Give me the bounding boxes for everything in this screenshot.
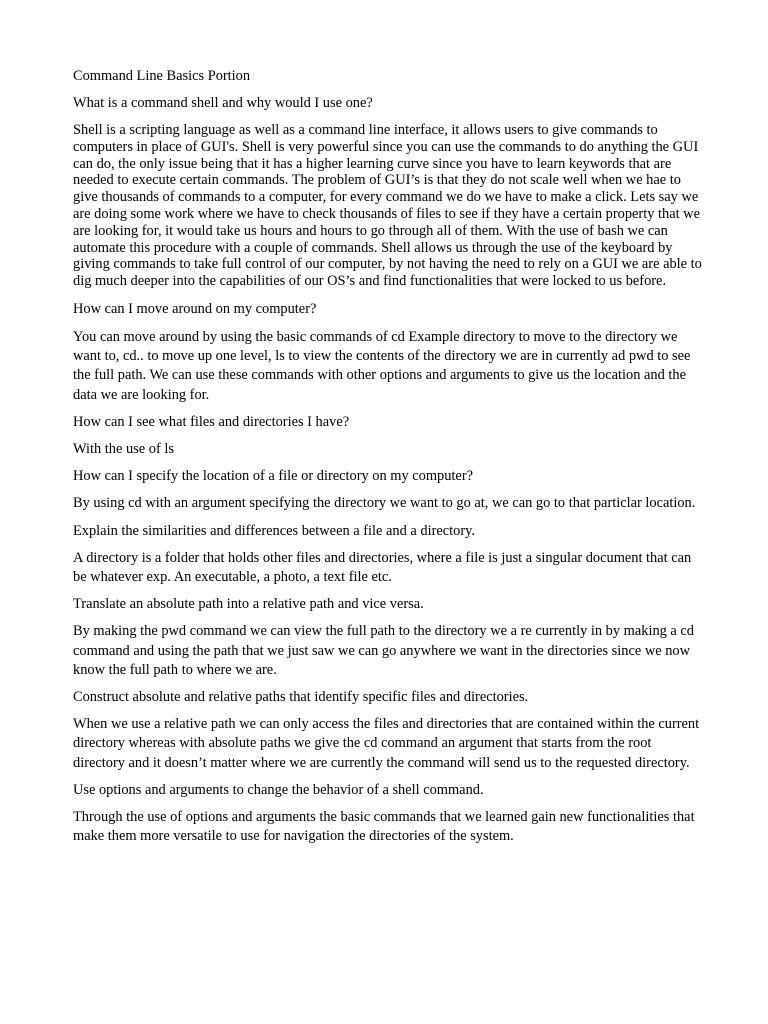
answer-see-files: With the use of ls [73,440,174,457]
document-title: Command Line Basics Portion [73,68,251,84]
question-options-arguments: Use options and arguments to change the behavior of a shell command. [73,781,484,798]
answer-construct-paths: When we use a relative path we can only access the files and directories that are contained within the current directory whereas with absolute paths we give the cd command an argument that starts from the root directory and it doesn’t matter where we are currently the command will send us to the requested directory. [73,716,700,771]
document-page [73,68,703,854]
question-specify-location: How can I specify the location of a file or directory on my computer? [73,468,473,485]
question-move-around: How can I move around on my computer? [73,300,317,317]
question-shell: What is a command shell and why would I use one? [73,95,373,111]
question-file-vs-directory: Explain the similarities and differences between a file and a directory. [73,522,475,539]
question-translate-path: Translate an absolute path into a relative path and vice versa. [73,596,424,613]
answer-shell: Shell is a scripting language as well as a command line interface, it allows users to give commands to computers in place of GUI's. Shell is very powerful since you can use the commands to do anything the GUI can do, the only issue being that it has a higher learning curve since you have to learn keywords that are needed to execute certain commands. The problem of GUI’s is that they do not scale well when we hae to give thousands of commands to a computer, for every command we do we have to make a click. Lets say we are doing some work where we have to check thousands of files to see if they have a certain property that we are looking for, it would take us hours and hours to go through all of them. With the use of bash we can automate this procedure with a couple of commands. Shell allows us through the use of the keyboard by giving commands to take full control of our computer, by not having the need to rely on a GUI we are able to dig much deeper into the capabilities of our OS’s and find functionalities that were locked to us before. [73,122,702,290]
answer-translate-path: By making the pwd command we can view the full path to the directory we a re currently in by making a cd command and using the path that we just saw we can go anywhere we want in the directories since we now know the full path to where we are. [73,623,695,678]
answer-move-around: You can move around by using the basic commands of cd Example directory to move to the directory we want to, cd.. to move up one level, ls to view the contents of the directory we are in currently ad pwd to see the full path. We can use these commands with other options and arguments to give us the location and the data we are looking for. [73,328,691,403]
answer-specify-location: By using cd with an argument specifying the directory we want to go at, we can go to that particlar location. [73,495,696,512]
answer-file-vs-directory: A directory is a folder that holds other files and directories, where a file is just a singular document that can be whatever exp. An executable, a photo, a text file etc. [73,549,692,585]
answer-options-arguments: Through the use of options and arguments the basic commands that we learned gain new functionalities that make them more versatile to use for navigation the directories of the system. [73,809,695,845]
question-construct-paths: Construct absolute and relative paths that identify specific files and directories. [73,689,529,706]
question-see-files: How can I see what files and directories I have? [73,413,350,430]
